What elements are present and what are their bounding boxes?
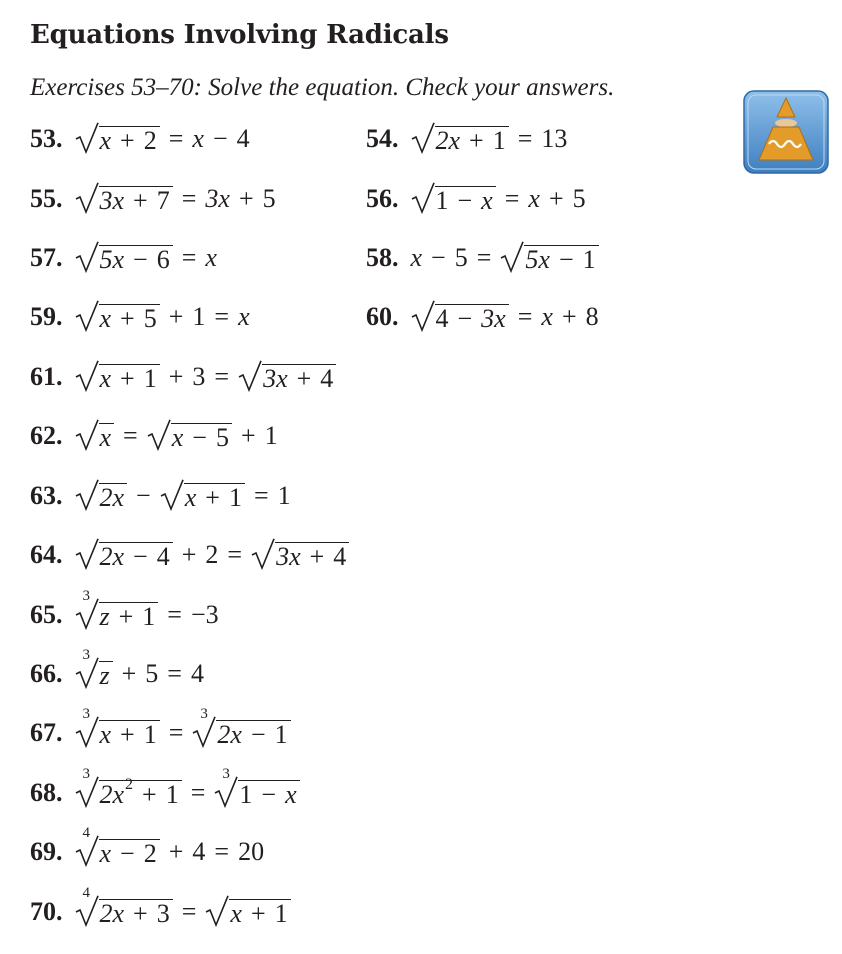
math-variable: 2x <box>99 542 125 571</box>
exercise-number: 69. <box>30 837 63 866</box>
math-term: 8 <box>585 302 599 331</box>
math-operator: = <box>168 124 184 153</box>
math-variable: 5x <box>525 245 550 274</box>
math-variable: 2x <box>99 899 125 928</box>
math-term: 1 <box>165 780 179 809</box>
exercise-66 <box>30 649 204 689</box>
math-operator: − <box>133 542 148 571</box>
radicand <box>99 661 113 689</box>
radical-sign <box>411 182 435 214</box>
math-variable: x <box>238 302 250 331</box>
equation <box>75 588 219 631</box>
exercise-number: 66. <box>30 659 63 688</box>
exercise-62 <box>30 411 278 451</box>
radical-sign <box>75 360 99 392</box>
math-variable: x <box>99 364 112 393</box>
exercise-53 <box>30 114 250 154</box>
math-operator: = <box>181 897 197 926</box>
exercise-number: 64. <box>30 540 63 569</box>
nth-root <box>75 766 182 809</box>
math-term: 5 <box>572 184 586 213</box>
math-term: 1 <box>264 421 278 450</box>
math-operator: − <box>431 243 446 272</box>
radicand <box>99 899 173 927</box>
math-operator: − <box>136 481 151 510</box>
math-operator: + <box>120 720 135 749</box>
radical-sign <box>500 241 524 273</box>
math-term: 1 <box>228 483 242 512</box>
radicand <box>171 423 232 451</box>
exercise-69 <box>30 827 264 867</box>
math-term: 1 <box>277 481 291 510</box>
math-term: 3 <box>156 899 170 928</box>
square-root <box>75 300 160 332</box>
radicand <box>99 602 159 630</box>
radical-sign <box>75 419 99 451</box>
exercise-number: 59. <box>30 302 63 331</box>
nth-root <box>75 647 113 690</box>
math-operator: + <box>168 362 184 391</box>
exponent: 2 <box>125 776 134 793</box>
exercise-64 <box>30 530 349 570</box>
math-term: 5 <box>262 184 276 213</box>
math-variable: x <box>410 243 423 272</box>
math-term: 6 <box>156 245 170 274</box>
math-operator: + <box>181 540 197 569</box>
exercise-68 <box>30 768 300 808</box>
equation <box>411 182 586 214</box>
math-operator: + <box>309 542 325 571</box>
square-root <box>411 300 509 332</box>
exercise-number: 54. <box>366 124 399 153</box>
square-root <box>251 538 349 570</box>
root-index: 4 <box>82 885 90 901</box>
math-variable: x <box>99 304 112 333</box>
math-term: 3 <box>192 362 206 391</box>
math-variable: x <box>99 126 112 155</box>
math-term: 1 <box>143 364 157 393</box>
math-operator: − <box>250 720 266 749</box>
equation <box>411 122 568 154</box>
radicand <box>275 542 349 570</box>
square-root <box>411 122 509 154</box>
radical-sign <box>205 895 229 927</box>
radical-sign <box>75 538 99 570</box>
math-operator: + <box>296 364 312 393</box>
math-variable: 3x <box>276 542 301 571</box>
radicand <box>99 186 173 214</box>
math-variable: 2x <box>99 780 125 809</box>
math-term: 4 <box>156 542 170 571</box>
exercise-60 <box>366 292 599 332</box>
equation <box>75 241 217 273</box>
exercise-number: 57. <box>30 243 63 272</box>
math-term: 13 <box>541 124 568 153</box>
exercise-number: 56. <box>366 184 399 213</box>
exercise-number: 65. <box>30 600 63 629</box>
math-operator: + <box>142 780 157 809</box>
equation <box>75 182 276 214</box>
radicand <box>229 899 290 927</box>
radicand <box>99 304 160 332</box>
equation <box>75 647 204 690</box>
square-root <box>500 241 598 273</box>
math-operator: − <box>120 839 135 868</box>
math-variable: x <box>541 302 553 331</box>
radicand <box>99 542 173 570</box>
equation <box>411 300 599 332</box>
radical-sign <box>75 300 99 332</box>
math-operator: + <box>168 302 184 331</box>
equation <box>75 360 337 392</box>
math-operator: + <box>561 302 577 331</box>
math-operator: − <box>457 186 473 215</box>
math-operator: = <box>214 302 230 331</box>
radical-sign <box>238 360 262 392</box>
math-operator: + <box>168 837 184 866</box>
math-term: 7 <box>156 186 170 215</box>
equation <box>75 479 291 511</box>
square-root <box>75 182 173 214</box>
math-operator: = <box>227 540 243 569</box>
square-root <box>75 241 173 273</box>
math-operator: + <box>205 483 220 512</box>
equation <box>75 885 291 928</box>
nth-root <box>214 766 299 809</box>
math-operator: − <box>212 124 228 153</box>
math-operator: + <box>250 899 266 928</box>
exercise-number: 63. <box>30 481 63 510</box>
exercise-55 <box>30 174 276 214</box>
radical-sign <box>75 479 99 511</box>
math-operator: − <box>558 245 574 274</box>
math-term: 20 <box>238 837 265 866</box>
exercise-number: 70. <box>30 897 63 926</box>
square-root <box>238 360 336 392</box>
math-variable: z <box>99 602 110 631</box>
radicand <box>99 364 160 392</box>
radicand <box>435 186 496 214</box>
math-operator: + <box>120 304 135 333</box>
math-term: 1 <box>274 720 288 749</box>
math-variable: 3x <box>99 186 125 215</box>
math-operator: = <box>167 659 182 688</box>
radicand <box>99 483 128 511</box>
math-variable: 2x <box>435 126 461 155</box>
exercise-54 <box>366 114 567 154</box>
root-index: 4 <box>82 825 90 841</box>
exercise-59 <box>30 292 250 332</box>
math-operator: = <box>504 184 520 213</box>
math-variable: 5x <box>99 245 125 274</box>
exercise-65 <box>30 590 219 630</box>
nth-root <box>75 885 173 928</box>
square-root <box>75 122 160 154</box>
math-operator: − <box>133 245 148 274</box>
square-root <box>160 479 245 511</box>
math-operator: + <box>238 184 254 213</box>
math-term: 4 <box>190 659 204 688</box>
math-operator: = <box>214 362 230 391</box>
math-operator: + <box>133 186 148 215</box>
math-term: 4 <box>333 542 347 571</box>
math-operator: + <box>240 421 256 450</box>
radicand <box>262 364 336 392</box>
radical-sign <box>75 241 99 273</box>
math-variable: 2x <box>99 483 125 512</box>
exercise-57 <box>30 233 217 273</box>
math-operator: − <box>457 304 473 333</box>
equation <box>411 241 599 273</box>
root-index: 3 <box>82 588 90 604</box>
equation <box>75 538 350 570</box>
radicand <box>184 483 245 511</box>
exercise-61 <box>30 352 336 392</box>
math-operator: + <box>469 126 484 155</box>
math-operator: + <box>121 659 137 688</box>
square-root <box>75 419 115 451</box>
radicand <box>435 126 509 154</box>
math-term: 1 <box>192 302 206 331</box>
nth-root <box>192 706 290 749</box>
math-term: 1 <box>239 780 253 809</box>
exercise-number: 58. <box>366 243 399 272</box>
math-variable: z <box>99 661 110 690</box>
square-root <box>147 419 232 451</box>
root-index: 3 <box>200 706 208 722</box>
radicand <box>99 126 160 154</box>
nth-root <box>75 588 159 631</box>
exercise-number: 60. <box>366 302 399 331</box>
radical-sign <box>411 300 435 332</box>
math-variable: x <box>528 184 540 213</box>
exercise-58 <box>366 233 599 273</box>
square-root <box>75 479 128 511</box>
equation <box>75 122 250 154</box>
math-term: 1 <box>492 126 506 155</box>
radical-sign <box>251 538 275 570</box>
square-root <box>411 182 496 214</box>
equation <box>75 766 300 809</box>
math-operator: = <box>181 184 197 213</box>
math-variable: x <box>99 839 112 868</box>
math-term: 5 <box>215 423 229 452</box>
math-term: 2 <box>143 839 157 868</box>
math-operator: + <box>120 126 135 155</box>
math-variable: x <box>205 243 217 272</box>
exercise-70 <box>30 887 291 927</box>
root-index: 3 <box>82 647 90 663</box>
math-operator: + <box>133 899 148 928</box>
math-term: 1 <box>142 602 156 631</box>
exercise-number: 62. <box>30 421 63 450</box>
math-operator: − <box>192 423 207 452</box>
radical-sign <box>411 122 435 154</box>
radicand <box>99 423 115 451</box>
radicand <box>99 776 182 809</box>
radicand <box>435 304 509 332</box>
math-operator: = <box>253 481 269 510</box>
radicand <box>99 245 173 273</box>
math-term: 5 <box>454 243 468 272</box>
equation <box>75 706 291 749</box>
radicand <box>99 720 160 748</box>
math-variable: x <box>230 899 242 928</box>
math-term: 1 <box>274 899 288 928</box>
exercise-number: 68. <box>30 778 63 807</box>
math-term: 2 <box>205 540 219 569</box>
square-root <box>75 360 160 392</box>
square-root <box>205 895 290 927</box>
math-term: 4 <box>192 837 206 866</box>
math-variable: x <box>99 423 112 452</box>
radicand <box>238 780 299 808</box>
calculator-pyramid-icon <box>743 90 829 174</box>
nth-root <box>75 825 160 868</box>
radical-sign <box>160 479 184 511</box>
math-term: 1 <box>435 186 449 215</box>
math-term: 4 <box>320 364 334 393</box>
exercise-number: 61. <box>30 362 63 391</box>
math-term: 1 <box>582 245 596 274</box>
math-term: 4 <box>236 124 250 153</box>
math-term: 5 <box>143 304 157 333</box>
nth-root <box>75 706 160 749</box>
math-variable: x <box>99 720 112 749</box>
math-variable: x <box>184 483 197 512</box>
math-variable: 3x <box>481 304 506 333</box>
math-operator: + <box>118 602 134 631</box>
exercise-63 <box>30 471 291 511</box>
math-operator: = <box>167 600 182 629</box>
radical-sign <box>147 419 171 451</box>
exercise-67 <box>30 708 291 748</box>
radicand <box>99 839 160 867</box>
math-operator: = <box>181 243 197 272</box>
math-variable: x <box>481 186 493 215</box>
math-operator: + <box>120 364 135 393</box>
math-term: 2 <box>143 126 157 155</box>
exercise-number: 67. <box>30 718 63 747</box>
math-operator: = <box>476 243 492 272</box>
exercise-instructions: Exercises 53–70: Solve the equation. Check your answers. <box>30 74 615 101</box>
math-operator: = <box>168 718 184 747</box>
math-operator: = <box>190 778 206 807</box>
math-operator: + <box>548 184 564 213</box>
math-term: 5 <box>145 659 159 688</box>
math-variable: x <box>192 124 204 153</box>
equation <box>75 825 265 868</box>
math-variable: x <box>285 780 297 809</box>
exercise-number: 55. <box>30 184 63 213</box>
root-index: 3 <box>82 706 90 722</box>
math-operator: = <box>214 837 230 866</box>
radical-sign <box>75 182 99 214</box>
math-variable: 3x <box>205 184 230 213</box>
root-index: 3 <box>82 766 90 782</box>
equation <box>75 419 278 451</box>
math-operator: − <box>261 780 277 809</box>
math-operator: = <box>517 302 533 331</box>
root-index: 3 <box>222 766 230 782</box>
radicand <box>524 245 598 273</box>
equation <box>75 300 250 332</box>
math-variable: x <box>171 423 184 452</box>
math-term: 4 <box>435 304 449 333</box>
math-variable: 3x <box>263 364 288 393</box>
math-variable: 2x <box>217 720 242 749</box>
math-operator: = <box>517 124 533 153</box>
math-term: 1 <box>143 720 157 749</box>
math-operator: = <box>123 421 138 450</box>
math-term: −3 <box>190 600 219 629</box>
exercise-number: 53. <box>30 124 63 153</box>
section-title: Equations Involving Radicals <box>30 20 449 50</box>
exercise-56 <box>366 174 586 214</box>
square-root <box>75 538 173 570</box>
radicand <box>216 720 290 748</box>
radical-sign <box>75 122 99 154</box>
